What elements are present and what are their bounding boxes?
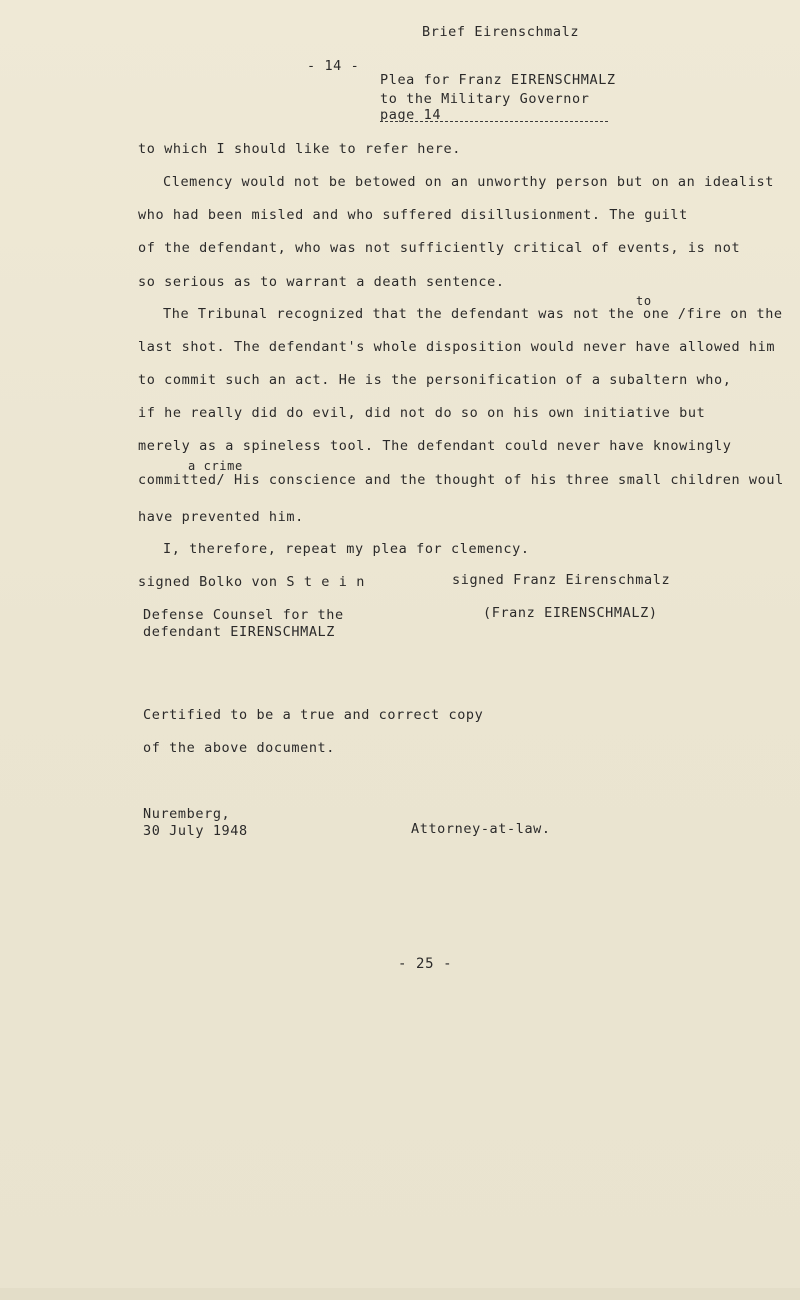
body-line-7: last shot. The defendant's whole disposition would never have allowed him xyxy=(138,339,776,355)
left-role-line-1: Defense Counsel for the xyxy=(143,607,344,623)
body-line-11: committed/ His conscience and the thought of his three small children woul xyxy=(138,472,784,488)
footer-place: Nuremberg, xyxy=(143,806,231,822)
body-line-8: to commit such an act. He is the personification of a subaltern who, xyxy=(138,372,732,388)
body-line-3: who had been misled and who suffered disillusionment. The guilt xyxy=(138,207,688,223)
left-role-line-2: defendant EIRENSCHMALZ xyxy=(143,624,336,640)
body-line-6: The Tribunal recognized that the defendant was not the one /fire on the xyxy=(163,306,783,322)
certification-line-1: Certified to be a true and correct copy xyxy=(143,707,484,723)
caption-line-3: page 14 xyxy=(380,107,442,123)
body-line-2: Clemency would not be betowed on an unworthy person but on an idealist xyxy=(163,174,774,190)
body-line-13: I, therefore, repeat my plea for clemency. xyxy=(163,541,530,557)
right-signed: signed Franz Eirenschmalz xyxy=(452,572,671,588)
caption-underline xyxy=(380,121,608,122)
body-line-12: have prevented him. xyxy=(138,509,304,525)
body-line-4: of the defendant, who was not sufficiently critical of events, is not xyxy=(138,240,741,256)
body-line-10: merely as a spineless tool. The defendant could never have knowingly xyxy=(138,438,732,454)
body-line-1: to which I should like to refer here. xyxy=(138,141,461,157)
footer-title: Attorney-at-law. xyxy=(411,821,551,837)
scan-edge xyxy=(0,1288,800,1300)
certification-line-2: of the above document. xyxy=(143,740,336,756)
left-signed: signed Bolko von S t e i n xyxy=(138,574,365,590)
right-name: (Franz EIRENSCHMALZ) xyxy=(483,605,658,621)
body-line-9: if he really did do evil, did not do so on his own initiative but xyxy=(138,405,706,421)
page-marker: - 14 - xyxy=(307,58,360,74)
caption-line-2: to the Military Governor xyxy=(380,91,590,107)
insert-a-crime: a crime xyxy=(188,459,243,473)
footer-date: 30 July 1948 xyxy=(143,823,248,839)
insert-to: to xyxy=(636,294,652,308)
body-line-5: so serious as to warrant a death sentence. xyxy=(138,274,505,290)
caption-line-1: Plea for Franz EIRENSCHMALZ xyxy=(380,72,616,88)
file-label: Brief Eirenschmalz xyxy=(422,24,580,40)
page-number: - 25 - xyxy=(398,956,453,972)
